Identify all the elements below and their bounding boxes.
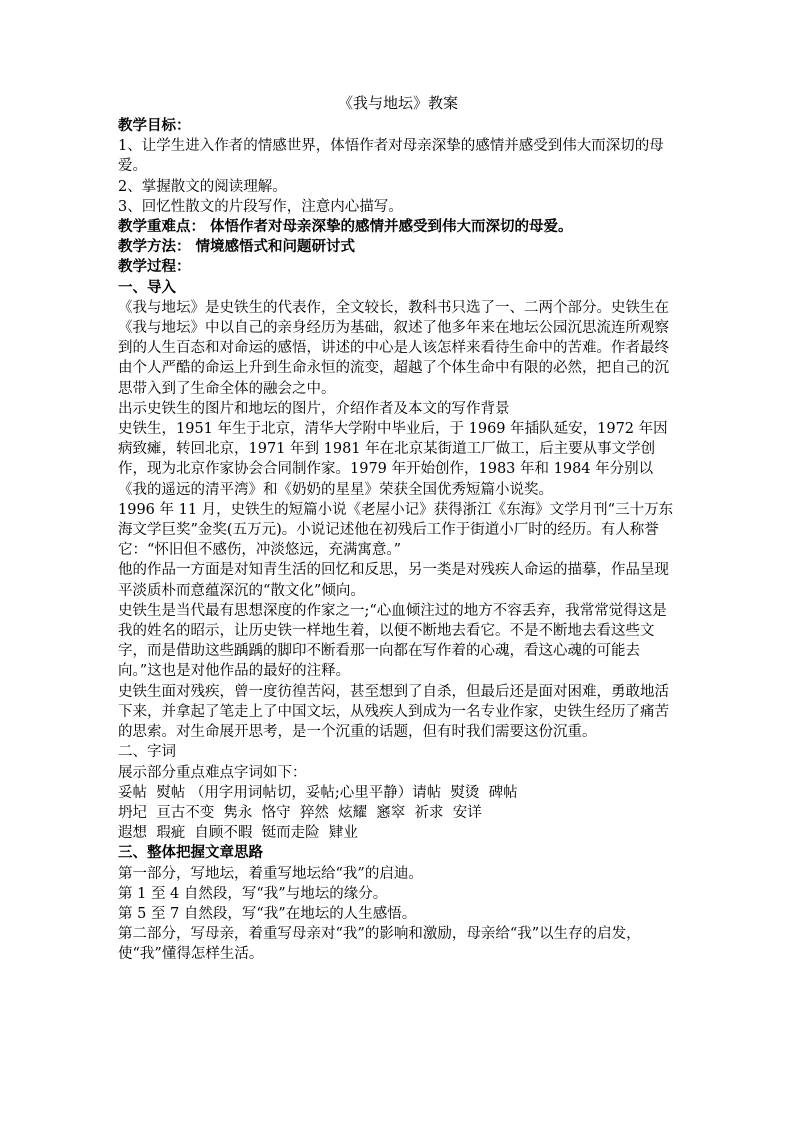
paragraph: 1996 年 11 月，史铁生的短篇小说《老屋小记》获得浙江《东海》文学月刊“三十万东海文学巨奖”金奖(五万元)。小说记述他在初残后工作于街道小厂时的经历。有人称誉它：“怀旧但不感伤，冲淡悠远，充满寓意。” <box>118 501 674 559</box>
goal-item: 1、让学生进入作者的情感世界，体悟作者对母亲深挚的感情并感受到伟大而深切的母爱。 <box>118 138 664 175</box>
paragraph: 史铁生是当代最有思想深度的作家之一;“心血倾注过的地方不容丢弃，我常常觉得这是我的姓名的昭示，让历史铁一样地生着，以便不断地去看它。不是不断地去看这些文字，而是借助这些踽踽的脚印不断看那一向都在写作着的心魂，看这心魂的可能去向。”这也是对他作品的最好的注释。 <box>118 602 667 680</box>
paragraph: 《我与地坛》是史铁生的代表作，全文较长，教科书只选了一、二两个部分。史铁生在《我与地坛》中以自己的亲身经历为基础，叙述了他多年来在地坛公园沉思流连所观察到的人生百态和对命运的感悟，讲述的中心是人该怎样来看待生命中的苦难。作者最终由个人严酷的命运上升到生命永恒的流变，超越了个体生命中有限的必然，把自己的沉思带入到了生命全体的融会之中。 <box>118 299 669 397</box>
paragraph: 第 5 至 7 自然段，写“我”在地坛的人生感悟。 <box>118 905 417 922</box>
paragraph: 第 1 至 4 自然段，写“我”与地坛的缘分。 <box>118 885 388 902</box>
teaching-methods: 教学方法： 情境感悟式和问题研讨式 <box>118 239 356 256</box>
paragraph: 展示部分重点难点字词如下： <box>118 764 307 781</box>
key-points: 教学重难点： 体悟作者对母亲深挚的感情并感受到伟大而深切的母爱。 <box>118 219 573 236</box>
document-title: 《我与地坛》教案 <box>337 94 458 112</box>
paragraph: 出示史铁生的图片和地坛的图片，介绍作者及本文的写作背景 <box>118 400 510 417</box>
paragraph: 第一部分，写地坛，着重写地坛给“我”的启迪。 <box>118 865 423 882</box>
vocab-line: 坍圮 亘古不变 隽永 恪守 猝然 炫耀 窸窣 祈求 安详 <box>118 804 482 821</box>
paragraph: 第二部分，写母亲，着重写母亲对“我”的影响和激励，母亲给“我”以生存的启发，使“我”懂得怎样生活。 <box>118 926 641 963</box>
process-heading: 教学过程： <box>118 259 191 276</box>
goals-heading: 教学目标： <box>118 118 191 134</box>
vocab-line: 遐想 瑕疵 自顾不暇 铤而走险 肄业 <box>118 825 358 842</box>
paragraph: 史铁生，1951 年生于北京，清华大学附中毕业后，于 1969 年插队延安，1972 年因病致瘫，转回北京，1971 年到 1981 年在北京某街道工厂做工，后主要从事文学创作，现为北京作家协会合同制作家。1979 年开始创作，1983 年和 1984 年分别以《我的遥远的清平湾》和《奶奶的星星》荣获全国优秀短篇小说奖。 <box>118 421 668 498</box>
paragraph: 史铁生面对残疾，曾一度彷徨苦闷，甚至想到了自杀，但最后还是面对困难，勇敢地活下来，并拿起了笔走上了中国文坛，从残疾人到成为一名专业作家，史铁生经历了痛苦的思索。对生命展开思考，是一个沉重的话题，但有时我们需要这份沉重。 <box>118 683 669 741</box>
section-heading: 二、字词 <box>118 744 176 761</box>
section-heading: 三、整体把握文章思路 <box>118 845 263 862</box>
document-page <box>118 92 678 965</box>
goal-item: 3、回忆性散文的片段写作，注意内心描写。 <box>118 198 403 215</box>
goal-item: 2、掌握散文的阅读理解。 <box>118 178 287 195</box>
paragraph: 他的作品一方面是对知青生活的回忆和反思，另一类是对残疾人命运的描摹，作品呈现平淡质朴而意蕴深沉的“散文化”倾向。 <box>118 562 669 599</box>
section-heading: 一、导入 <box>118 279 176 296</box>
vocab-line: 妥帖 熨帖 （用字用词帖切，妥帖;心里平静）请帖 熨烫 碑帖 <box>118 784 518 801</box>
